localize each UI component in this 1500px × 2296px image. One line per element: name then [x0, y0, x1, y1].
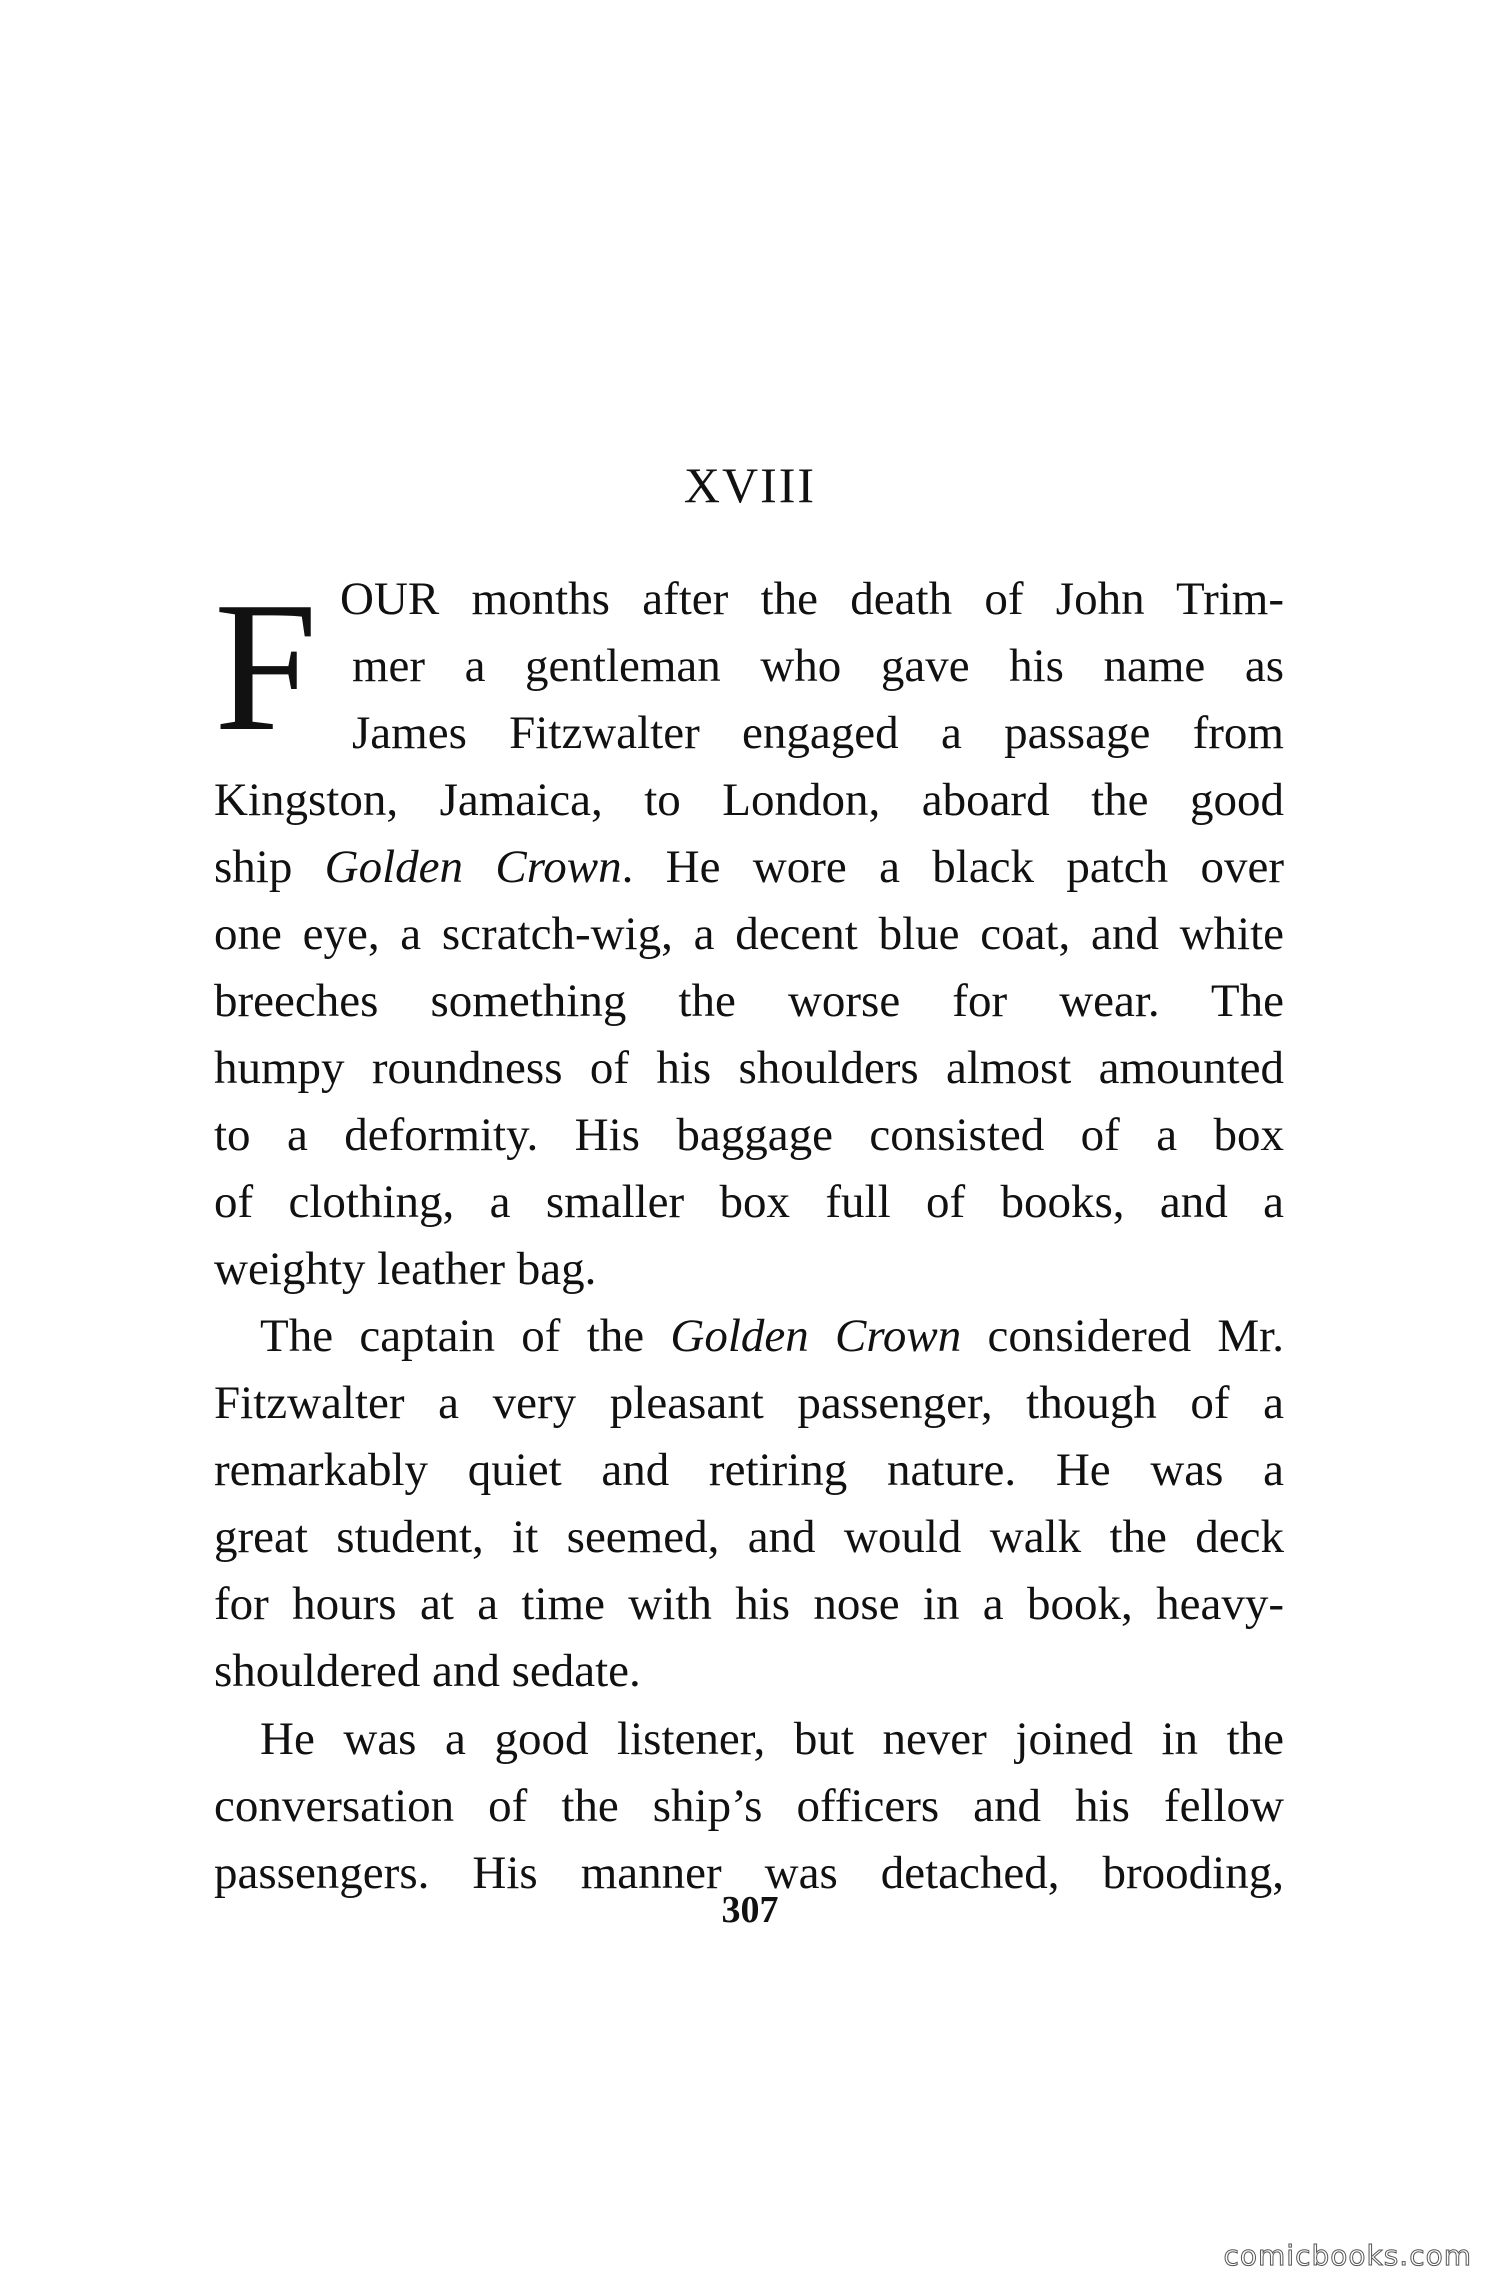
text-line: passengers. His manner was detached, brooding, — [214, 1847, 1284, 1899]
text-line: remarkably quiet and retiring nature. He was a — [214, 1444, 1284, 1496]
page-number: 307 — [721, 1889, 779, 1931]
text-line: to a deformity. His baggage consisted of a box — [214, 1109, 1284, 1161]
text-line: mer a gentleman who gave his name as — [352, 640, 1284, 692]
paragraph-2 — [214, 1303, 1284, 1705]
chapter-heading: XVIII — [683, 457, 817, 513]
text-line: The captain of the Golden Crown considered Mr. — [260, 1310, 1284, 1362]
drop-cap: F — [214, 564, 318, 770]
text-line: Fitzwalter a very pleasant passenger, though of a — [214, 1377, 1284, 1429]
text-line: ship Golden Crown. He wore a black patch over — [214, 841, 1284, 893]
text-line: He was a good listener, but never joined in the — [260, 1713, 1284, 1765]
text-line: shouldered and sedate. — [214, 1645, 641, 1697]
paragraph-1-indented-lines — [340, 566, 1284, 767]
text-line: James Fitzwalter engaged a passage from — [352, 707, 1284, 759]
text-line: great student, it seemed, and would walk the deck — [214, 1511, 1284, 1563]
text-line: conversation of the ship’s officers and his fellow — [214, 1780, 1284, 1832]
text-line: one eye, a scratch-wig, a decent blue coat, and white — [214, 908, 1284, 960]
paragraph-1-body — [214, 767, 1284, 1303]
ship-name: Golden Crown — [324, 841, 622, 893]
text-line: breeches something the worse for wear. The — [214, 975, 1284, 1027]
watermark: comicbooks.com — [1223, 2239, 1472, 2272]
text-line: of clothing, a smaller box full of books, and a — [214, 1176, 1284, 1228]
text-line: humpy roundness of his shoulders almost amounted — [214, 1042, 1284, 1094]
text-line: weighty leather bag. — [214, 1243, 597, 1295]
paragraph-3 — [214, 1706, 1284, 1907]
text-line: Kingston, Jamaica, to London, aboard the good — [214, 774, 1284, 826]
ship-name: Golden Crown — [670, 1310, 962, 1362]
text-line: for hours at a time with his nose in a book, heavy- — [214, 1578, 1284, 1630]
text-line: OUR months after the death of John Trim- — [340, 573, 1284, 625]
